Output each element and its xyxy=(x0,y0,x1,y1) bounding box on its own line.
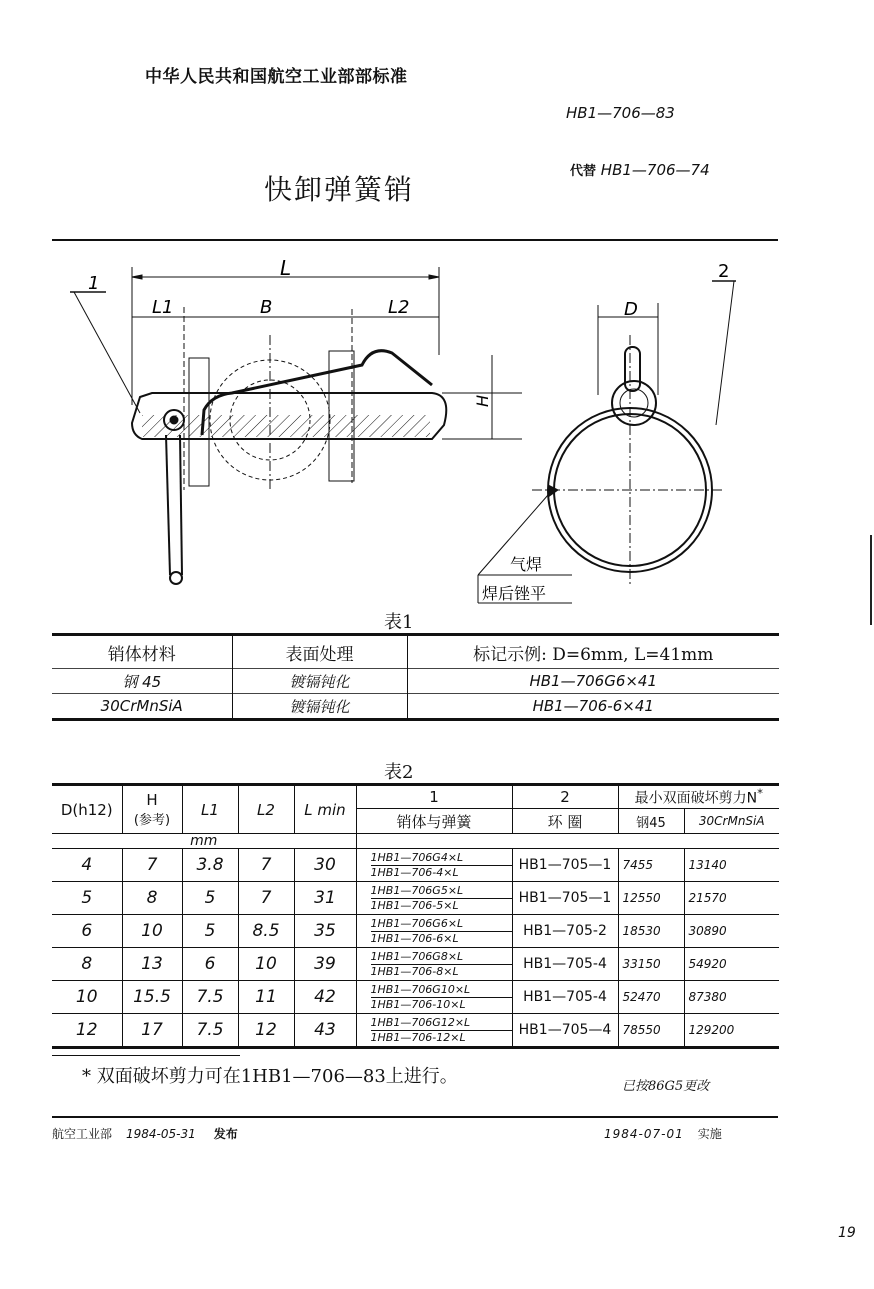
footnote-mark: * xyxy=(757,786,763,801)
replaces-label: 代替 xyxy=(570,164,597,179)
header-force-alloy: 30CrMnSiA xyxy=(684,809,779,834)
replaces-number: HB1—706—74 xyxy=(600,161,710,179)
cell-force-alloy: 30890 xyxy=(684,915,779,948)
cell-ring: HB1—705-4 xyxy=(512,948,618,981)
callout-1: 1 xyxy=(88,273,100,294)
unit-mm: mm xyxy=(52,834,356,849)
cell-l1: 5 xyxy=(182,915,238,948)
header-force-label: 最小双面破坏剪力N xyxy=(634,790,758,807)
table1-header-example: 标记示例: D=6mm, L=41mm xyxy=(407,635,779,669)
footnote-rule xyxy=(52,1055,240,1056)
cell-codes xyxy=(356,915,512,948)
footer-effective xyxy=(604,1125,722,1142)
cell-h: 17 xyxy=(122,1014,182,1048)
effective-date: 1984-07-01 xyxy=(604,1127,684,1141)
surface-cell: 镀镉钝化 xyxy=(232,669,407,694)
effective-label: 实施 xyxy=(697,1127,722,1141)
organization-header: 中华人民共和国航空工业部部标准 xyxy=(145,67,408,87)
header-lmin: L min xyxy=(294,785,356,834)
replaces-standard xyxy=(570,160,710,179)
cell-lmin: 31 xyxy=(294,882,356,915)
code-plain: 1HB1—706-12×L xyxy=(370,1030,466,1044)
dim-L2-label: L2 xyxy=(388,297,410,318)
bottom-rule xyxy=(52,1116,778,1118)
cell-ring: HB1—705-4 xyxy=(512,981,618,1014)
cell-h: 13 xyxy=(122,948,182,981)
cell-l2: 7 xyxy=(238,849,294,882)
cell-force-steel: 7455 xyxy=(618,849,684,882)
document-title: 快卸弹簧销 xyxy=(264,173,415,206)
table2-dimensions xyxy=(52,783,779,1049)
header-col1-sub: 销体与弹簧 xyxy=(356,809,512,834)
cell-codes xyxy=(356,981,512,1014)
cell-l1: 3.8 xyxy=(182,849,238,882)
table-row xyxy=(52,948,779,981)
dim-L-label: L xyxy=(280,256,292,280)
cell-ring: HB1—705—1 xyxy=(512,882,618,915)
cell-d: 5 xyxy=(52,882,122,915)
cell-force-alloy: 21570 xyxy=(684,882,779,915)
cell-ring: HB1—705—4 xyxy=(512,1014,618,1048)
header-col2: 2 xyxy=(512,785,618,809)
table2-caption: 表2 xyxy=(384,762,414,783)
cell-l1: 7.5 xyxy=(182,981,238,1014)
cell-force-alloy: 13140 xyxy=(684,849,779,882)
table2-header-row-1 xyxy=(52,785,779,809)
cell-ring: HB1—705-2 xyxy=(512,915,618,948)
dim-H-label: H xyxy=(473,394,492,407)
cell-d: 6 xyxy=(52,915,122,948)
code-g: 1HB1—706G5×L xyxy=(371,884,512,899)
cell-lmin: 35 xyxy=(294,915,356,948)
issuer: 航空工业部 xyxy=(52,1127,113,1141)
header-d: D(h12) xyxy=(52,785,122,834)
table-row xyxy=(52,669,779,694)
table-row xyxy=(52,882,779,915)
handwritten-revision-note: 已按86G5更改 xyxy=(622,1079,710,1094)
code-g: 1HB1—706G4×L xyxy=(371,851,512,866)
code-g: 1HB1—706G12×L xyxy=(371,1016,512,1031)
table1-caption: 表1 xyxy=(384,612,414,633)
footer-issue xyxy=(52,1125,238,1142)
page-number: 19 xyxy=(838,1225,856,1241)
table2-unit-row xyxy=(52,834,779,849)
standard-number: HB1—706—83 xyxy=(566,104,675,122)
marking-cell: HB1—706G6×41 xyxy=(407,669,779,694)
weld-note-gas: 气焊 xyxy=(510,555,543,574)
table1-materials xyxy=(52,633,779,721)
cell-d: 4 xyxy=(52,849,122,882)
code-g: 1HB1—706G10×L xyxy=(371,983,512,998)
table-row xyxy=(52,694,779,720)
cell-l1: 7.5 xyxy=(182,1014,238,1048)
table1-header-surface: 表面处理 xyxy=(232,635,407,669)
cell-lmin: 39 xyxy=(294,948,356,981)
cell-h: 15.5 xyxy=(122,981,182,1014)
cell-lmin: 43 xyxy=(294,1014,356,1048)
unit-spacer xyxy=(356,834,779,849)
cell-lmin: 30 xyxy=(294,849,356,882)
table1-header-row xyxy=(52,635,779,669)
material-cell: 30CrMnSiA xyxy=(100,697,183,715)
cell-h: 7 xyxy=(122,849,182,882)
header-col2-sub: 环 圈 xyxy=(512,809,618,834)
cell-force-steel: 52470 xyxy=(618,981,684,1014)
cell-l2: 12 xyxy=(238,1014,294,1048)
header-l2: L2 xyxy=(238,785,294,834)
cell-force-steel: 33150 xyxy=(618,948,684,981)
cell-l2: 11 xyxy=(238,981,294,1014)
cell-ring: HB1—705—1 xyxy=(512,849,618,882)
header-h-label: H xyxy=(146,791,158,809)
dim-D-label: D xyxy=(624,299,638,320)
cell-l1: 5 xyxy=(182,882,238,915)
cell-codes xyxy=(356,849,512,882)
table1-header-material: 销体材料 xyxy=(107,644,176,665)
header-l1: L1 xyxy=(182,785,238,834)
header-col1: 1 xyxy=(356,785,512,809)
cell-l2: 7 xyxy=(238,882,294,915)
cell-codes xyxy=(356,948,512,981)
callout-2: 2 xyxy=(718,261,730,282)
cell-codes xyxy=(356,882,512,915)
table-row xyxy=(52,1014,779,1048)
cell-l2: 8.5 xyxy=(238,915,294,948)
dim-L1-label: L1 xyxy=(152,297,174,318)
marking-cell: HB1—706-6×41 xyxy=(407,694,779,720)
technical-drawing xyxy=(52,245,778,610)
issue-label: 发布 xyxy=(213,1127,238,1141)
surface-cell: 镀镉钝化 xyxy=(232,694,407,720)
table-row xyxy=(52,981,779,1014)
dim-B-label: B xyxy=(260,297,273,318)
cell-l1: 6 xyxy=(182,948,238,981)
code-plain: 1HB1—706-6×L xyxy=(370,931,459,945)
cell-lmin: 42 xyxy=(294,981,356,1014)
cell-force-steel: 12550 xyxy=(618,882,684,915)
cell-d: 12 xyxy=(52,1014,122,1048)
cell-codes xyxy=(356,1014,512,1048)
cell-d: 8 xyxy=(52,948,122,981)
cell-force-alloy: 87380 xyxy=(684,981,779,1014)
material-cell: 钢 45 xyxy=(122,672,162,691)
code-g: 1HB1—706G8×L xyxy=(371,950,512,965)
side-view xyxy=(70,267,522,584)
cell-force-alloy: 129200 xyxy=(684,1014,779,1048)
header-h xyxy=(122,785,182,834)
cell-d: 10 xyxy=(52,981,122,1014)
footnote: * 双面破坏剪力可在1HB1—706—83上进行。 xyxy=(82,1066,458,1087)
issue-date: 1984-05-31 xyxy=(126,1127,196,1141)
cell-l2: 10 xyxy=(238,948,294,981)
table-row xyxy=(52,849,779,882)
code-g: 1HB1—706G6×L xyxy=(371,917,512,932)
cell-h: 10 xyxy=(122,915,182,948)
weld-note-file-flat: 焊后锉平 xyxy=(482,584,547,603)
binding-margin-mark xyxy=(870,535,872,625)
header-force-steel: 钢45 xyxy=(618,809,684,834)
table-row xyxy=(52,915,779,948)
top-rule xyxy=(52,239,778,241)
cell-h: 8 xyxy=(122,882,182,915)
code-plain: 1HB1—706-8×L xyxy=(370,964,459,978)
header-h-ref: (参考) xyxy=(133,813,171,828)
cell-force-steel: 18530 xyxy=(618,915,684,948)
cell-force-steel: 78550 xyxy=(618,1014,684,1048)
code-plain: 1HB1—706-10×L xyxy=(370,997,466,1011)
header-force xyxy=(618,785,779,809)
code-plain: 1HB1—706-4×L xyxy=(370,865,459,879)
cell-force-alloy: 54920 xyxy=(684,948,779,981)
code-plain: 1HB1—706-5×L xyxy=(370,898,459,912)
